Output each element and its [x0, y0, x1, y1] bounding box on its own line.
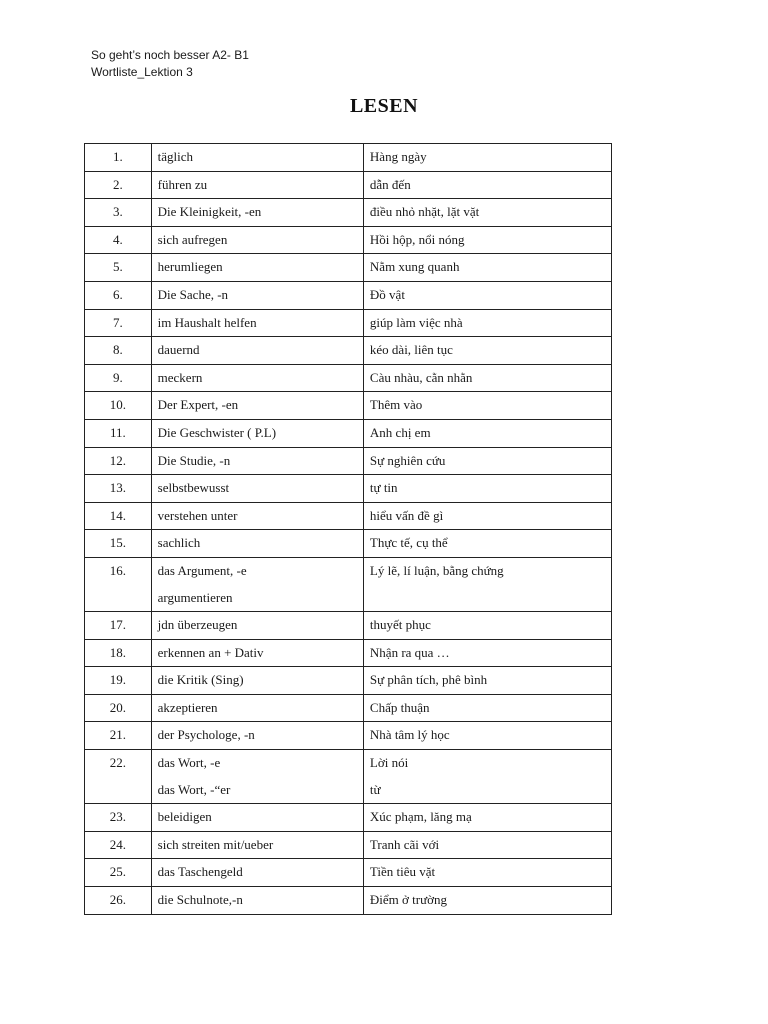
vocabulary-table-body	[85, 144, 612, 915]
table-row	[85, 804, 612, 832]
german-term-cell	[151, 254, 363, 282]
german-term-cell	[151, 364, 363, 392]
table-row	[85, 639, 612, 667]
vietnamese-translation-cell	[363, 364, 611, 392]
german-term: im Haushalt helfen	[157, 314, 257, 330]
row-number: 16.	[85, 557, 152, 611]
german-term: der Psychologe, -n	[157, 727, 255, 743]
row-number: 11.	[85, 419, 152, 447]
vietnamese-translation: Sự phân tích, phê bình	[369, 672, 488, 688]
vietnamese-translation-cell	[363, 171, 611, 199]
vietnamese-translation-cell	[363, 722, 611, 750]
german-term-cell	[151, 530, 363, 558]
german-term-cell	[151, 144, 363, 172]
table-row	[85, 309, 612, 337]
row-number: 4.	[85, 226, 152, 254]
german-term: sich aufregen	[157, 231, 228, 247]
german-term: das Taschengeld	[157, 864, 243, 880]
vietnamese-translation: giúp làm việc nhà	[369, 314, 463, 330]
row-number: 12.	[85, 447, 152, 475]
german-term-cell	[151, 199, 363, 227]
vietnamese-translation-cell	[363, 804, 611, 832]
german-term: das Wort, -e	[157, 755, 221, 771]
table-row	[85, 530, 612, 558]
table-row	[85, 502, 612, 530]
vietnamese-translation-cell	[363, 144, 611, 172]
german-term: meckern	[157, 369, 203, 385]
vietnamese-translation: Hồi hộp, nổi nóng	[369, 231, 465, 247]
german-term: täglich	[157, 149, 194, 164]
vietnamese-translation-cell	[363, 639, 611, 667]
german-term: Die Kleinigkeit, -en	[157, 204, 262, 220]
row-number: 15.	[85, 530, 152, 558]
row-number: 2.	[85, 171, 152, 199]
german-term: akzeptieren	[157, 699, 218, 715]
course-title: So geht’s noch besser A2- B1	[91, 48, 249, 62]
row-number: 3.	[85, 199, 152, 227]
vietnamese-translation: Thêm vào	[369, 397, 423, 413]
german-term: argumentieren	[157, 589, 233, 605]
row-number: 19.	[85, 667, 152, 695]
german-term-cell	[151, 502, 363, 530]
vietnamese-translation-cell	[363, 392, 611, 420]
vocabulary-table	[84, 143, 612, 915]
german-term-cell	[151, 309, 363, 337]
german-term-cell	[151, 392, 363, 420]
vietnamese-translation: tự tin	[369, 480, 398, 496]
vietnamese-translation-cell	[363, 859, 611, 887]
german-term: die Kritik (Sing)	[157, 672, 244, 688]
table-row	[85, 750, 612, 804]
row-number: 25.	[85, 859, 152, 887]
table-row	[85, 392, 612, 420]
table-row	[85, 887, 612, 915]
vietnamese-translation: hiểu vấn đề gì	[369, 507, 444, 523]
german-term: dauernd	[157, 342, 200, 358]
german-term-cell	[151, 804, 363, 832]
table-row	[85, 226, 612, 254]
vietnamese-translation: Nằm xung quanh	[369, 259, 460, 275]
document-header	[91, 47, 249, 81]
vietnamese-translation-cell	[363, 337, 611, 365]
vietnamese-translation: điều nhỏ nhặt, lặt vặt	[369, 204, 480, 220]
table-row	[85, 447, 612, 475]
vietnamese-translation-cell	[363, 694, 611, 722]
row-number: 17.	[85, 612, 152, 640]
row-number: 14.	[85, 502, 152, 530]
table-row	[85, 364, 612, 392]
table-row	[85, 281, 612, 309]
vietnamese-translation: Xúc phạm, lăng mạ	[369, 809, 472, 825]
german-term: erkennen an + Dativ	[157, 644, 264, 660]
table-row	[85, 475, 612, 503]
german-term-cell	[151, 859, 363, 887]
table-row	[85, 667, 612, 695]
vietnamese-translation-cell	[363, 831, 611, 859]
german-term: jdn überzeugen	[157, 617, 238, 633]
table-row	[85, 144, 612, 172]
german-term-cell	[151, 419, 363, 447]
vietnamese-translation: Lý lẽ, lí luận, bằng chứng	[369, 562, 504, 578]
table-row	[85, 254, 612, 282]
row-number: 13.	[85, 475, 152, 503]
vietnamese-translation-cell	[363, 226, 611, 254]
german-term-cell	[151, 226, 363, 254]
german-term: die Schulnote,-n	[157, 892, 243, 908]
table-row	[85, 337, 612, 365]
row-number: 9.	[85, 364, 152, 392]
vietnamese-translation: Tiền tiêu vặt	[369, 864, 436, 880]
german-term-cell	[151, 750, 363, 804]
vietnamese-translation-cell	[363, 309, 611, 337]
table-row	[85, 831, 612, 859]
row-number: 18.	[85, 639, 152, 667]
vietnamese-translation: Thực tế, cụ thể	[369, 535, 448, 551]
vietnamese-translation-cell	[363, 612, 611, 640]
vietnamese-translation: kéo dài, liên tục	[369, 342, 453, 358]
german-term: führen zu	[157, 176, 208, 192]
vietnamese-translation: từ	[369, 781, 381, 797]
table-row	[85, 171, 612, 199]
vietnamese-translation: Tranh cãi với	[369, 836, 440, 852]
vietnamese-translation-cell	[363, 887, 611, 915]
vietnamese-translation: Nhà tâm lý học	[369, 727, 450, 743]
table-row	[85, 557, 612, 611]
vietnamese-translation: Lời nói	[369, 755, 409, 771]
german-term-cell	[151, 447, 363, 475]
german-term: verstehen unter	[157, 507, 238, 523]
german-term-cell	[151, 557, 363, 611]
german-term: selbstbewusst	[157, 480, 230, 496]
german-term: herumliegen	[157, 259, 223, 275]
row-number: 5.	[85, 254, 152, 282]
vietnamese-translation-cell	[363, 750, 611, 804]
vietnamese-translation: Hàng ngày	[369, 149, 427, 164]
german-term-cell	[151, 171, 363, 199]
vietnamese-translation-cell	[363, 667, 611, 695]
vietnamese-translation: Sự nghiên cứu	[369, 452, 446, 468]
table-row	[85, 859, 612, 887]
vietnamese-translation: Chấp thuận	[369, 699, 430, 715]
lesson-title: Wortliste_Lektion 3	[91, 65, 193, 79]
table-row	[85, 199, 612, 227]
german-term: sich streiten mit/ueber	[157, 836, 274, 852]
german-term: beleidigen	[157, 809, 212, 825]
vietnamese-translation: thuyết phục	[369, 617, 431, 633]
vietnamese-translation-cell	[363, 475, 611, 503]
row-number: 10.	[85, 392, 152, 420]
german-term: Die Geschwister ( P.L)	[157, 424, 277, 440]
vietnamese-translation-cell	[363, 199, 611, 227]
row-number: 23.	[85, 804, 152, 832]
vietnamese-translation-cell	[363, 419, 611, 447]
german-term: Die Studie, -n	[157, 452, 231, 468]
table-row	[85, 722, 612, 750]
german-term-cell	[151, 281, 363, 309]
german-term-cell	[151, 722, 363, 750]
table-row	[85, 419, 612, 447]
vietnamese-translation: dẫn đến	[369, 176, 411, 192]
german-term-cell	[151, 475, 363, 503]
vietnamese-translation-cell	[363, 557, 611, 611]
german-term-cell	[151, 337, 363, 365]
row-number: 24.	[85, 831, 152, 859]
german-term-cell	[151, 639, 363, 667]
vietnamese-translation-cell	[363, 502, 611, 530]
row-number: 26.	[85, 887, 152, 915]
row-number: 8.	[85, 337, 152, 365]
row-number: 6.	[85, 281, 152, 309]
vietnamese-translation-cell	[363, 530, 611, 558]
german-term-cell	[151, 887, 363, 915]
vietnamese-translation: Anh chị em	[369, 424, 431, 440]
vietnamese-translation-cell	[363, 254, 611, 282]
row-number: 21.	[85, 722, 152, 750]
german-term: das Argument, -e	[157, 562, 247, 578]
german-term: das Wort, -“er	[157, 781, 231, 797]
vietnamese-translation: Nhận ra qua …	[369, 644, 450, 660]
german-term-cell	[151, 694, 363, 722]
section-title: LESEN	[349, 95, 419, 117]
german-term-cell	[151, 831, 363, 859]
vietnamese-translation-cell	[363, 447, 611, 475]
table-row	[85, 694, 612, 722]
german-term-cell	[151, 612, 363, 640]
vietnamese-translation: Càu nhàu, cằn nhằn	[369, 369, 473, 385]
row-number: 20.	[85, 694, 152, 722]
german-term: Die Sache, -n	[157, 286, 229, 302]
row-number: 7.	[85, 309, 152, 337]
german-term-cell	[151, 667, 363, 695]
row-number: 22.	[85, 750, 152, 804]
german-term: sachlich	[157, 535, 201, 551]
german-term: Der Expert, -en	[157, 397, 239, 413]
row-number: 1.	[85, 144, 152, 172]
vietnamese-translation-cell	[363, 281, 611, 309]
table-row	[85, 612, 612, 640]
vietnamese-translation: Đồ vật	[369, 286, 405, 302]
vietnamese-translation: Điểm ở trường	[369, 892, 448, 908]
